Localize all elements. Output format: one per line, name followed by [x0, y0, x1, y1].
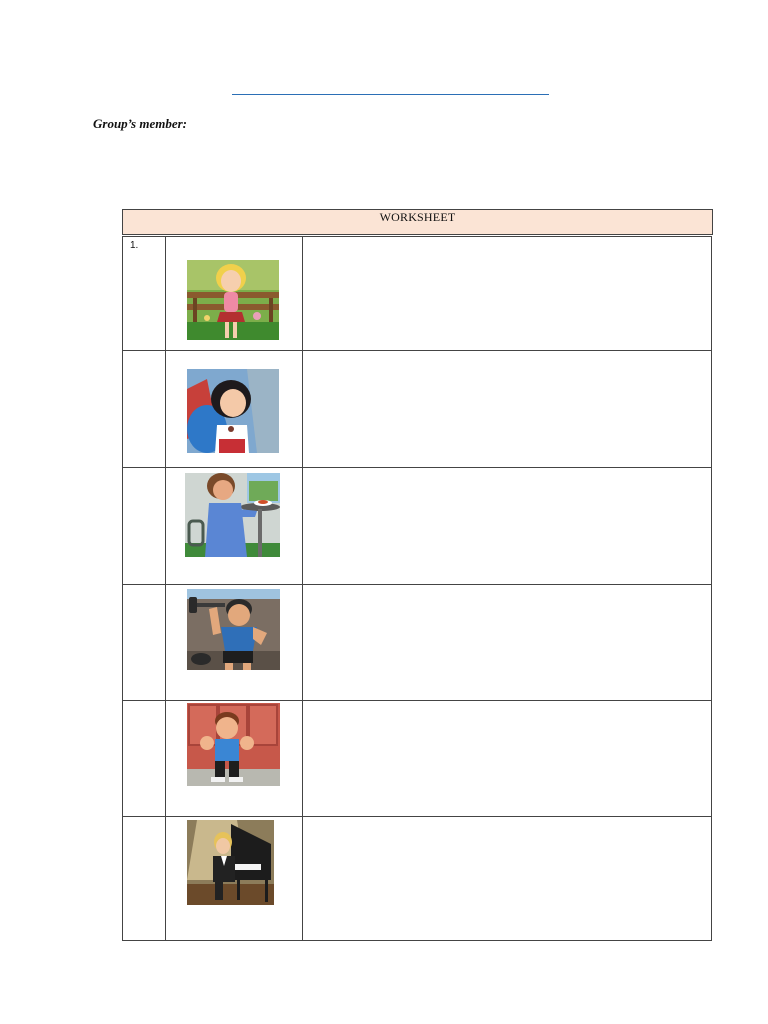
worksheet-header: WORKSHEET — [122, 209, 713, 235]
number-cell — [123, 237, 166, 351]
picture-cell — [166, 817, 303, 941]
answer-cell[interactable] — [303, 585, 712, 701]
title-underline — [232, 94, 549, 95]
picture-cell — [166, 468, 303, 585]
number-cell — [123, 817, 166, 941]
man-lifting-weights-illustration — [187, 589, 280, 670]
man-playing-piano-illustration — [187, 820, 274, 905]
worksheet-table — [122, 236, 712, 941]
answer-cell[interactable] — [303, 237, 712, 351]
group-members-label: Group’s member: — [93, 116, 188, 131]
woman-in-blue-dress-kitchen-illustration — [185, 473, 280, 557]
picture-cell — [166, 237, 303, 351]
table-row — [123, 701, 712, 817]
answer-cell[interactable] — [303, 817, 712, 941]
table-row — [123, 468, 712, 585]
girl-with-black-hair-illustration — [187, 369, 279, 453]
number-cell — [123, 351, 166, 468]
table-row — [123, 817, 712, 941]
answer-cell[interactable] — [303, 701, 712, 817]
picture-cell — [166, 701, 303, 817]
picture-cell — [166, 585, 303, 701]
picture-cell — [166, 351, 303, 468]
table-row — [123, 585, 712, 701]
number-cell — [123, 585, 166, 701]
answer-cell[interactable] — [303, 351, 712, 468]
number-cell — [123, 701, 166, 817]
table-row — [123, 351, 712, 468]
number-cell — [123, 468, 166, 585]
row-number: 1. — [130, 240, 139, 251]
boy-flexing-muscles-lockers-illustration — [187, 703, 280, 786]
answer-cell[interactable] — [303, 468, 712, 585]
table-row — [123, 237, 712, 351]
girl-in-pink-dress-park-illustration — [187, 260, 279, 340]
